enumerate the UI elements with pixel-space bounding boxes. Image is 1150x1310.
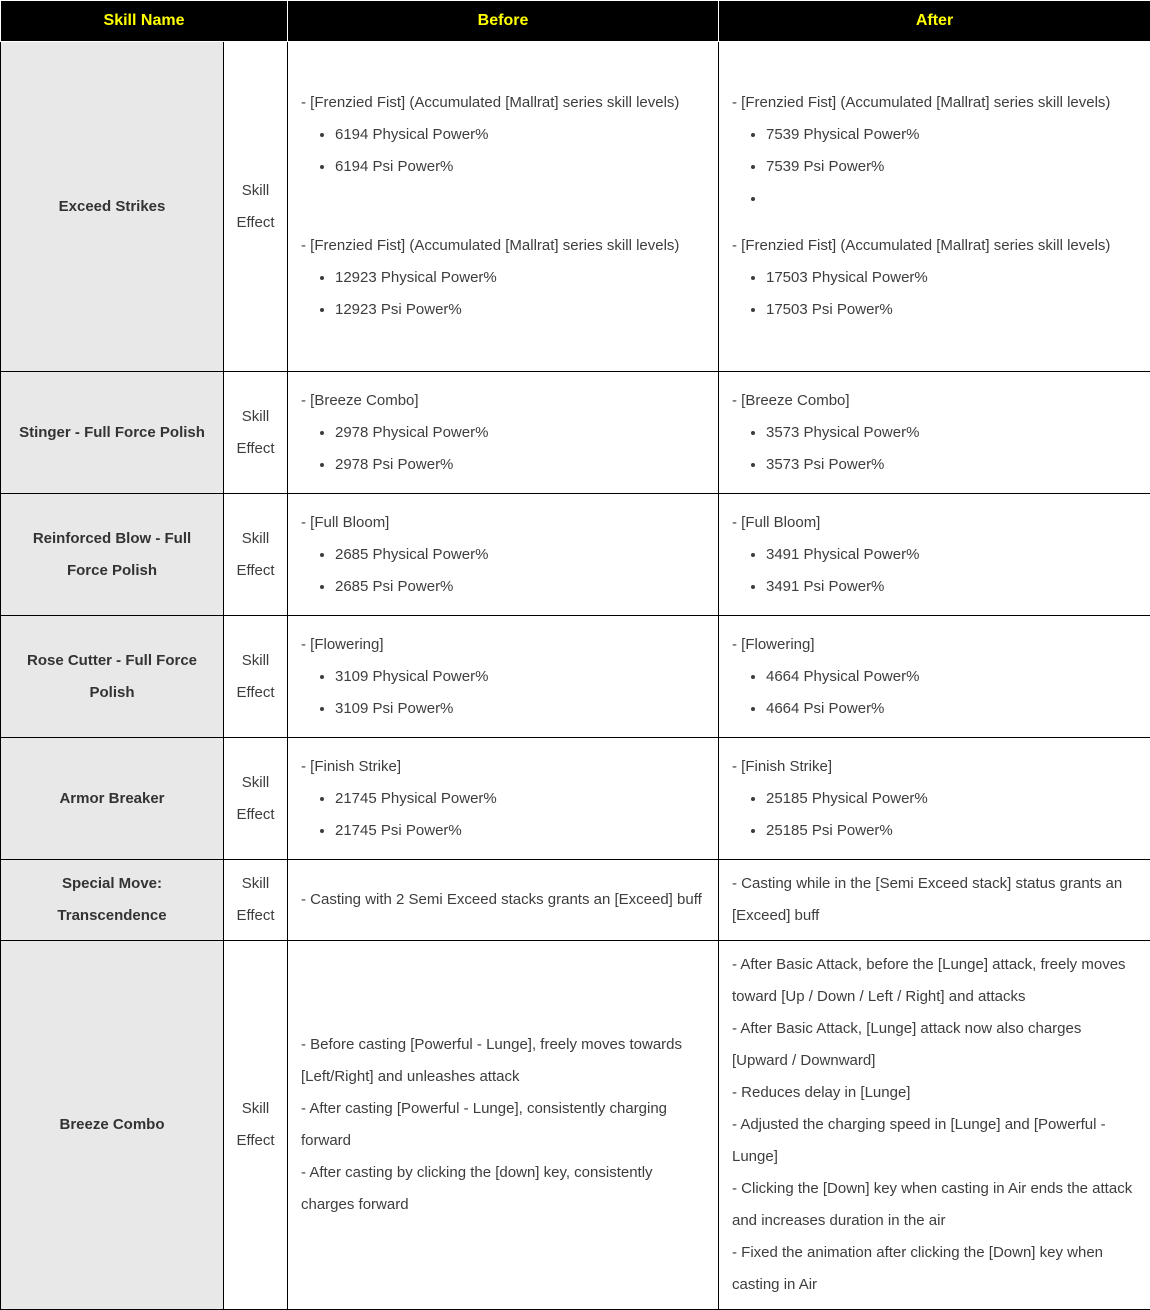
bullet-list — [301, 539, 705, 603]
skill-effect-label-cell: Skill Effect — [224, 941, 288, 1310]
skill-name-cell: Stinger - Full Force Polish — [1, 372, 224, 494]
skill-effect-label-cell: Skill Effect — [224, 42, 288, 372]
skill-name-cell: Armor Breaker — [1, 738, 224, 860]
table-row — [1, 616, 1150, 738]
bullet-item: • 6194 Psi Power% — [335, 151, 705, 183]
skill-effect-label-cell: Skill Effect — [224, 616, 288, 738]
before-cell — [288, 941, 719, 1310]
skill-effect-label-cell: Skill Effect — [224, 738, 288, 860]
text-line: - Casting while in the [Semi Exceed stack] status grants an [Exceed] buff — [732, 868, 1137, 932]
bullet-list — [732, 783, 1137, 847]
table-body — [1, 42, 1150, 1310]
bullet-item: • 3573 Psi Power% — [766, 449, 1137, 481]
bullet-item: • 7539 Physical Power% — [766, 119, 1137, 151]
text-line: - Before casting [Powerful - Lunge], freely moves towards [Left/Right] and unleashes attack — [301, 1029, 705, 1093]
skill-effect-label-cell: Skill Effect — [224, 860, 288, 941]
bullet-item: • 2978 Psi Power% — [335, 449, 705, 481]
skill-name-cell: Breeze Combo — [1, 941, 224, 1310]
column-header-before: Before — [288, 1, 719, 42]
text-line: - [Full Bloom] — [732, 507, 1137, 539]
bullet-item: • 17503 Physical Power% — [766, 262, 1137, 294]
text-line: - [Breeze Combo] — [732, 385, 1137, 417]
bullet-item: • 3109 Physical Power% — [335, 661, 705, 693]
text-line: - [Frenzied Fist] (Accumulated [Mallrat] series skill levels) — [732, 230, 1137, 262]
skill-effect-label-cell: Skill Effect — [224, 372, 288, 494]
skill-name-cell: Special Move: Transcendence — [1, 860, 224, 941]
bullet-item: • 7539 Psi Power% — [766, 151, 1137, 183]
text-line: - After casting [Powerful - Lunge], consistently charging forward — [301, 1093, 705, 1157]
table-row — [1, 941, 1150, 1310]
after-cell — [719, 941, 1150, 1310]
bullet-list — [732, 417, 1137, 481]
text-line: - After Basic Attack, [Lunge] attack now also charges [Upward / Downward] — [732, 1013, 1137, 1077]
skill-name-cell: Exceed Strikes — [1, 42, 224, 372]
text-line: - [Flowering] — [732, 629, 1137, 661]
bullet-item: • 3573 Physical Power% — [766, 417, 1137, 449]
bullet-list — [732, 539, 1137, 603]
blank-line — [301, 198, 705, 230]
bullet-item: • 12923 Psi Power% — [335, 294, 705, 326]
text-line: - [Breeze Combo] — [301, 385, 705, 417]
bullet-item: • 2978 Physical Power% — [335, 417, 705, 449]
bullet-item: • 3491 Physical Power% — [766, 539, 1137, 571]
table-row — [1, 738, 1150, 860]
table-header — [1, 1, 1150, 42]
table-row — [1, 860, 1150, 941]
bullet-item: • 2685 Physical Power% — [335, 539, 705, 571]
before-cell — [288, 372, 719, 494]
bullet-item: • 21745 Physical Power% — [335, 783, 705, 815]
text-line: - After casting by clicking the [down] key, consistently charges forward — [301, 1157, 705, 1221]
before-cell — [288, 494, 719, 616]
table-row — [1, 42, 1150, 372]
text-line: - Fixed the animation after clicking the [Down] key when casting in Air — [732, 1237, 1137, 1301]
text-line: - Casting with 2 Semi Exceed stacks grants an [Exceed] buff — [301, 884, 705, 916]
bullet-list — [732, 119, 1137, 215]
skill-name-cell: Reinforced Blow - Full Force Polish — [1, 494, 224, 616]
bullet-item: • 21745 Psi Power% — [335, 815, 705, 847]
bullet-item: • 4664 Psi Power% — [766, 693, 1137, 725]
text-line: - After Basic Attack, before the [Lunge] attack, freely moves toward [Up / Down / Left / Right] and attacks — [732, 949, 1137, 1013]
text-line: - Reduces delay in [Lunge] — [732, 1077, 1137, 1109]
column-header-after: After — [719, 1, 1150, 42]
after-cell — [719, 616, 1150, 738]
before-cell — [288, 616, 719, 738]
text-line: - [Flowering] — [301, 629, 705, 661]
bullet-item: • 3491 Psi Power% — [766, 571, 1137, 603]
after-cell — [719, 738, 1150, 860]
text-line: - [Finish Strike] — [732, 751, 1137, 783]
after-cell — [719, 372, 1150, 494]
text-line: - [Frenzied Fist] (Accumulated [Mallrat] series skill levels) — [301, 87, 705, 119]
bullet-item — [766, 183, 1137, 215]
bullet-item: • 2685 Psi Power% — [335, 571, 705, 603]
column-header-skill-name: Skill Name — [1, 1, 288, 42]
skill-name-cell: Rose Cutter - Full Force Polish — [1, 616, 224, 738]
bullet-list — [732, 262, 1137, 326]
bullet-item: • 12923 Physical Power% — [335, 262, 705, 294]
text-line: - Adjusted the charging speed in [Lunge] and [Powerful - Lunge] — [732, 1109, 1137, 1173]
after-cell — [719, 42, 1150, 372]
before-cell — [288, 42, 719, 372]
before-cell — [288, 860, 719, 941]
table-row — [1, 372, 1150, 494]
bullet-list — [301, 119, 705, 183]
bullet-item: • 17503 Psi Power% — [766, 294, 1137, 326]
text-line: - [Full Bloom] — [301, 507, 705, 539]
bullet-list — [732, 661, 1137, 725]
bullet-list — [301, 783, 705, 847]
bullet-item: • 6194 Physical Power% — [335, 119, 705, 151]
bullet-list — [301, 262, 705, 326]
before-cell — [288, 738, 719, 860]
bullet-item: • 25185 Physical Power% — [766, 783, 1137, 815]
bullet-list — [301, 417, 705, 481]
text-line: - [Finish Strike] — [301, 751, 705, 783]
bullet-list — [301, 661, 705, 725]
after-cell — [719, 494, 1150, 616]
after-cell — [719, 860, 1150, 941]
text-line: - Clicking the [Down] key when casting in Air ends the attack and increases duration in the air — [732, 1173, 1137, 1237]
bullet-item: • 3109 Psi Power% — [335, 693, 705, 725]
header-row — [1, 1, 1150, 42]
table-row — [1, 494, 1150, 616]
bullet-item: • 4664 Physical Power% — [766, 661, 1137, 693]
text-line: - [Frenzied Fist] (Accumulated [Mallrat] series skill levels) — [732, 87, 1137, 119]
bullet-item: • 25185 Psi Power% — [766, 815, 1137, 847]
text-line: - [Frenzied Fist] (Accumulated [Mallrat] series skill levels) — [301, 230, 705, 262]
skill-effect-label-cell: Skill Effect — [224, 494, 288, 616]
